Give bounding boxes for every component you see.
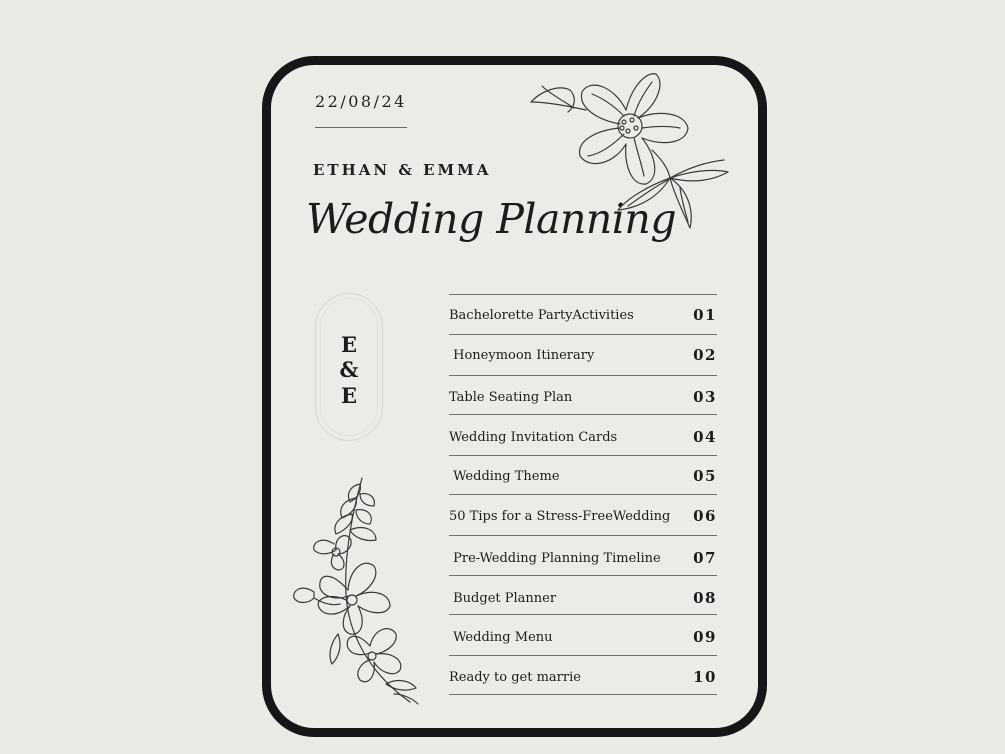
toc-item-label: 50 Tips for a Stress-FreeWedding <box>449 509 671 524</box>
monogram-letter-bottom: E <box>340 383 357 408</box>
page-title: Wedding Planning <box>306 195 677 243</box>
toc-item-number: 01 <box>693 306 717 324</box>
toc-item-label: Ready to get marrie <box>449 670 581 685</box>
toc-item-number: 07 <box>693 549 717 567</box>
toc-item-label: Wedding Theme <box>449 469 560 484</box>
toc-divider <box>449 294 717 295</box>
toc-item-label: Wedding Invitation Cards <box>449 430 618 445</box>
toc-item-label: Bachelorette PartyActivities <box>449 308 634 323</box>
toc-item-label: Pre-Wedding Planning Timeline <box>449 551 661 566</box>
toc-divider <box>449 494 717 495</box>
flower-bottom-illustration <box>290 474 430 709</box>
monogram-ampersand: & <box>339 357 359 382</box>
toc-divider <box>449 694 717 695</box>
date-underline <box>315 127 407 128</box>
toc-item-number: 08 <box>693 589 717 607</box>
toc-divider <box>449 375 717 376</box>
toc-divider <box>449 575 717 576</box>
toc-divider <box>449 535 717 536</box>
toc-item-number: 02 <box>693 346 717 364</box>
toc-item-label: Budget Planner <box>449 591 557 606</box>
toc-divider <box>449 455 717 456</box>
toc-item-number: 09 <box>693 628 717 646</box>
flower-top-illustration <box>528 68 733 238</box>
toc-item-label: Table Seating Plan <box>449 390 573 405</box>
toc-item-number: 03 <box>693 388 717 406</box>
monogram-letter-top: E <box>340 332 357 357</box>
toc-divider <box>449 655 717 656</box>
toc-divider <box>449 414 717 415</box>
date-text: 22/08/24 <box>315 92 407 111</box>
toc-divider <box>449 334 717 335</box>
toc-item-number: 04 <box>693 428 717 446</box>
toc-item-number: 10 <box>693 668 717 686</box>
toc-divider <box>449 614 717 615</box>
toc-item-label: Wedding Menu <box>449 630 553 645</box>
toc-item-number: 05 <box>693 467 717 485</box>
couple-names: ETHAN & EMMA <box>313 161 492 179</box>
toc-item-label: Honeymoon Itinerary <box>449 348 595 363</box>
toc-item-number: 06 <box>693 507 717 525</box>
monogram-badge <box>315 293 383 441</box>
